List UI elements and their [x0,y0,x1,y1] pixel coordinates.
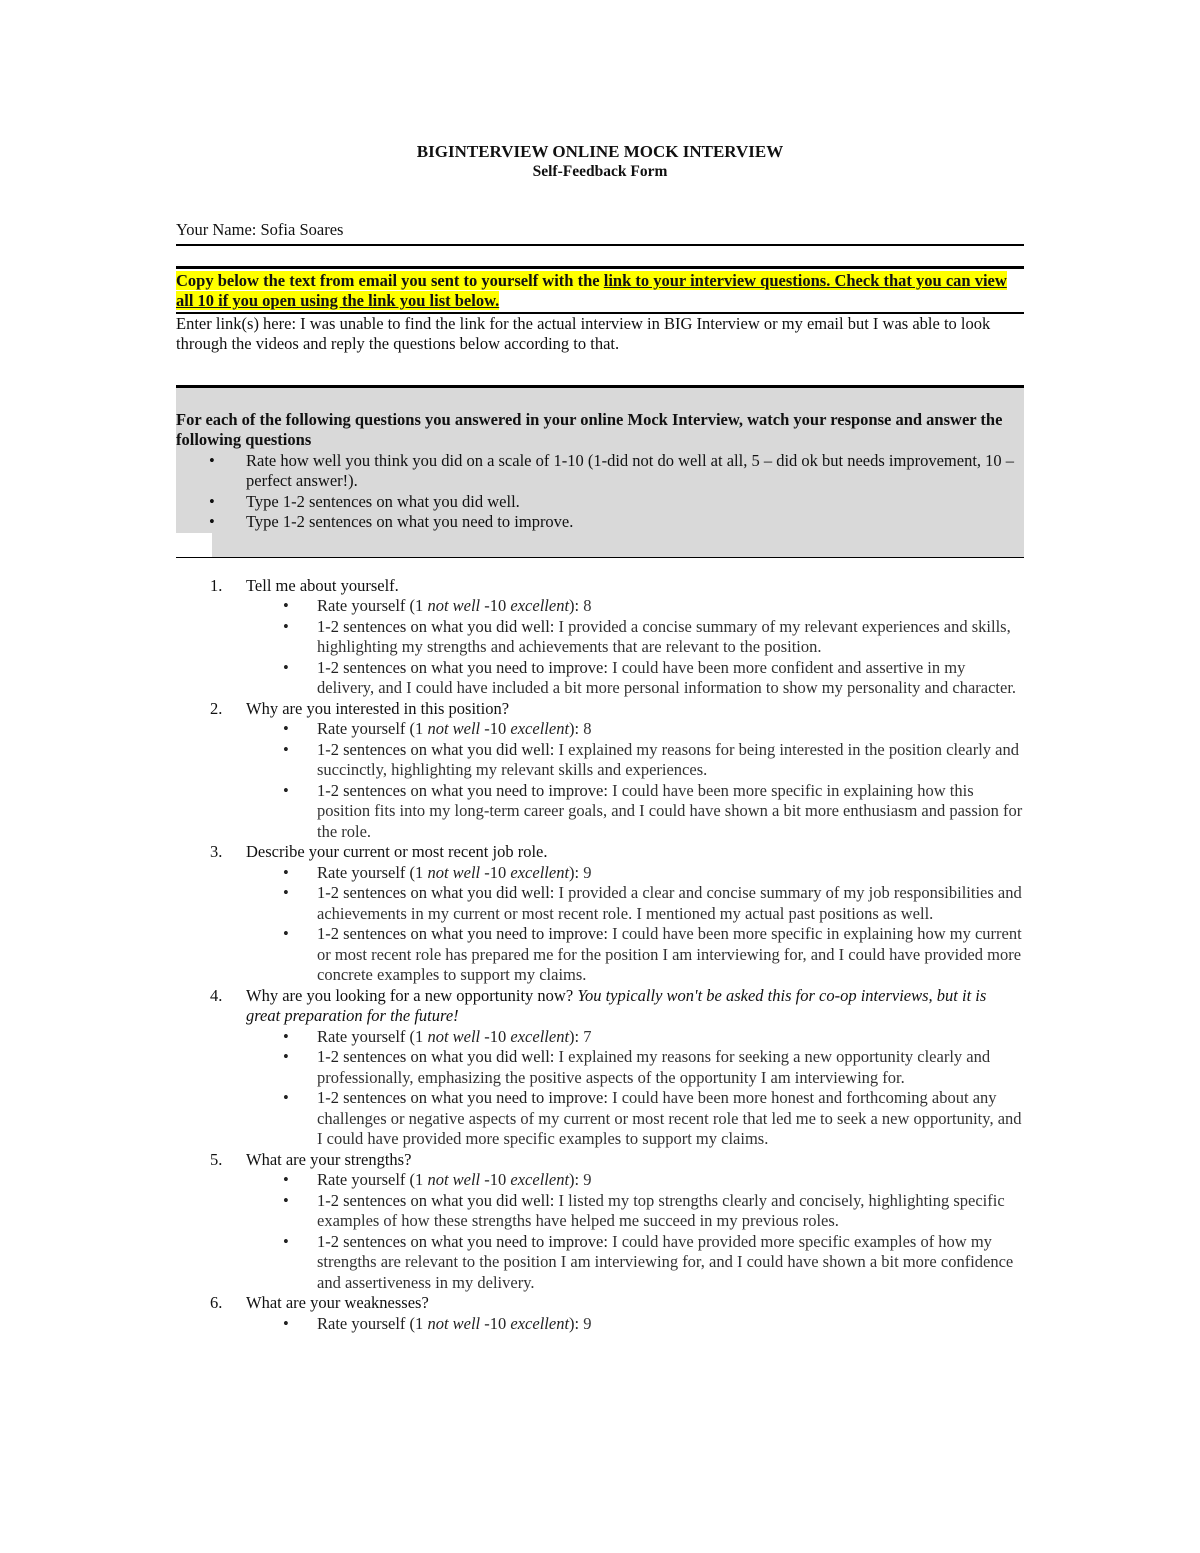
rate-excellent: excellent [510,862,570,882]
rate-not-well: not well [427,719,481,738]
rate-prefix: Rate yourself (1 [317,862,428,882]
did-well-answer[interactable]: I explained my reasons for being interested in the position clearly and succinctly, highlighting my relevant skills and experiences. [317,739,1019,779]
copy-instruction-part1: Copy below the text from email you sent to yourself with the [176,270,604,290]
question-list [176,576,1024,1335]
rating-value[interactable]: 9 [583,1313,592,1333]
rating-value[interactable]: 8 [583,596,592,615]
question-number: 3. [210,842,223,861]
rate-not-well: not well [427,1313,481,1333]
rating-row[interactable] [176,1314,1024,1335]
did-well-label: 1-2 sentences on what you did well: [317,616,559,636]
did-well-label: 1-2 sentences on what you did well: [317,883,559,902]
rate-suffix: ): [569,596,584,615]
rate-mid: -10 [480,596,511,615]
rate-suffix: ): [569,1313,584,1333]
did-well-row[interactable] [176,1191,1024,1232]
question-item [176,699,1024,843]
rating-row[interactable] [176,719,1024,740]
rate-mid: -10 [480,719,511,738]
copy-instruction-part2: Check that you can view all 10 if you open using the link you list below. [176,270,1007,310]
did-well-answer[interactable]: I provided a concise summary of my relevant experiences and skills, highlighting my strengths and achievements that are relevant to the position. [317,616,1011,656]
rate-prefix: Rate yourself (1 [317,719,428,738]
rate-not-well: not well [427,596,481,615]
question-label: Why are you interested in this position? [246,698,510,718]
question-item [176,986,1024,1150]
improve-row[interactable] [176,1088,1024,1150]
question-text [176,576,1024,597]
question-number: 6. [210,1293,223,1312]
document-content [176,142,1024,1334]
did-well-row[interactable] [176,1047,1024,1088]
rate-mid: -10 [480,862,511,882]
name-value[interactable]: Sofia Soares [260,220,344,239]
improve-row[interactable] [176,1232,1024,1294]
question-label: Describe your current or most recent job role. [246,842,548,861]
question-label: Tell me about yourself. [246,575,399,595]
improve-answer[interactable]: I could have provided more specific examples of how my strengths are relevant to the position I am interviewing for, and I could have shown a bit more confidence and assertiveness in my delivery. [317,1231,1014,1292]
interview-questions-link-text: link to your interview questions. [603,270,831,290]
instruction-bullet: • Type 1-2 sentences on what you need to improve. [176,512,1024,533]
instructions-heading: For each of the following questions you answered in your online Mock Interview, watch your response and answer the following questions [176,409,1003,449]
rating-row[interactable] [176,863,1024,884]
rating-value[interactable]: 9 [583,1170,592,1189]
improve-label: 1-2 sentences on what you need to improve: [317,657,613,677]
question-item [176,576,1024,699]
question-text [176,986,1024,1027]
rate-not-well: not well [427,1170,481,1189]
improve-row[interactable] [176,658,1024,699]
box-notch [176,533,212,557]
question-number: 5. [210,1149,223,1169]
rate-excellent: excellent [510,1313,570,1333]
improve-answer[interactable]: I could have been more confident and assertive in my delivery, and I could have included a bit more personal information to show my personality and character. [317,657,1017,697]
rate-excellent: excellent [510,596,570,615]
question-item [176,842,1024,986]
improve-label: 1-2 sentences on what you need to improve: [317,924,613,943]
improve-answer[interactable]: I could have been more honest and forthcoming about any challenges or negative aspects of my current or most recent role that led me to seek a new opportunity, and I could have provided more specific examples to support my claims. [317,1088,1022,1148]
improve-label: 1-2 sentences on what you need to improve: [317,1088,613,1107]
rating-row[interactable] [176,1027,1024,1048]
did-well-label: 1-2 sentences on what you did well: [317,1190,559,1210]
did-well-row[interactable] [176,740,1024,781]
instruction-bullet: • Rate how well you think you did on a scale of 1-10 (1-did not do well at all, 5 – did ok but needs improvement, 10 – perfect answer!). [176,451,1024,492]
rating-row[interactable] [176,1170,1024,1191]
improve-answer[interactable]: I could have been more specific in explaining how my current or most recent role has prepared me for the position I am interviewing for, and I could have provided more concrete examples to support my claims. [317,924,1022,984]
question-note: You typically won't be asked this for co-op interviews, but it is great preparation for the future! [246,985,987,1025]
improve-row[interactable] [176,781,1024,843]
question-label: What are your weaknesses? [246,1293,429,1312]
rate-suffix: ): [569,719,584,738]
did-well-row[interactable] [176,883,1024,924]
improve-label: 1-2 sentences on what you need to improve: [317,1231,613,1251]
did-well-row[interactable] [176,617,1024,658]
instructions-box [176,385,1024,558]
did-well-answer[interactable]: I listed my top strengths clearly and concisely, highlighting specific examples of how these strengths have helped me succeed in my previous roles. [317,1190,1005,1230]
question-text [176,842,1024,863]
rating-row[interactable] [176,596,1024,617]
did-well-answer[interactable]: I provided a clear and concise summary of my job responsibilities and achievements in my current or most recent role. I mentioned my actual past positions as well. [317,883,1022,923]
rate-excellent: excellent [510,1170,570,1189]
instruction-bullet: • Type 1-2 sentences on what you did well. [176,492,1024,513]
rate-mid: -10 [480,1026,511,1046]
improve-row[interactable] [176,924,1024,986]
rate-suffix: ): [569,862,584,882]
rating-value[interactable]: 7 [583,1026,592,1046]
improve-label: 1-2 sentences on what you need to improve: [317,780,613,800]
document-subtitle: Self-Feedback Form [532,163,668,180]
enter-link-label: Enter link(s) here: [176,313,297,333]
rate-suffix: ): [569,1026,584,1046]
rate-prefix: Rate yourself (1 [317,596,428,615]
rate-not-well: not well [427,862,481,882]
question-item [176,1150,1024,1294]
rate-mid: -10 [480,1170,511,1189]
question-text [176,699,1024,720]
rating-value[interactable]: 9 [583,862,592,882]
rate-excellent: excellent [510,719,570,738]
question-text [176,1293,1024,1314]
question-number: 4. [210,985,223,1005]
rate-prefix: Rate yourself (1 [317,1313,428,1333]
question-item [176,1293,1024,1334]
rate-prefix: Rate yourself (1 [317,1026,428,1046]
enter-link-field[interactable] [176,314,1024,355]
rating-value[interactable]: 8 [583,719,592,738]
name-label: Your Name: [176,220,257,239]
question-number: 2. [210,698,223,718]
rate-suffix: ): [569,1170,584,1189]
question-text [176,1150,1024,1171]
question-number: 1. [210,575,223,595]
question-label: Why are you looking for a new opportunity now? [246,985,578,1005]
copy-instruction-box [176,266,1024,314]
rate-not-well: not well [427,1026,481,1046]
rate-prefix: Rate yourself (1 [317,1170,428,1189]
did-well-label: 1-2 sentences on what you did well: [317,739,559,759]
improve-answer[interactable]: I could have been more specific in explaining how this position fits into my long-term career goals, and I could have shown a bit more enthusiasm and passion for the role. [317,780,1023,841]
enter-link-value[interactable]: I was unable to find the link for the actual interview in BIG Interview or my email but I was able to look through the videos and reply the questions below according to that. [176,313,991,353]
copy-instruction-text [176,271,1007,311]
did-well-answer[interactable]: I explained my reasons for seeking a new opportunity clearly and professionally, emphasizing the positive aspects of the opportunity I am interviewing for. [317,1047,991,1087]
rate-mid: -10 [480,1313,511,1333]
document-title: BIGINTERVIEW ONLINE MOCK INTERVIEW [416,142,784,161]
name-field-row [176,220,1024,246]
rate-excellent: excellent [510,1026,570,1046]
question-label: What are your strengths? [246,1149,412,1169]
did-well-label: 1-2 sentences on what you did well: [317,1047,559,1066]
